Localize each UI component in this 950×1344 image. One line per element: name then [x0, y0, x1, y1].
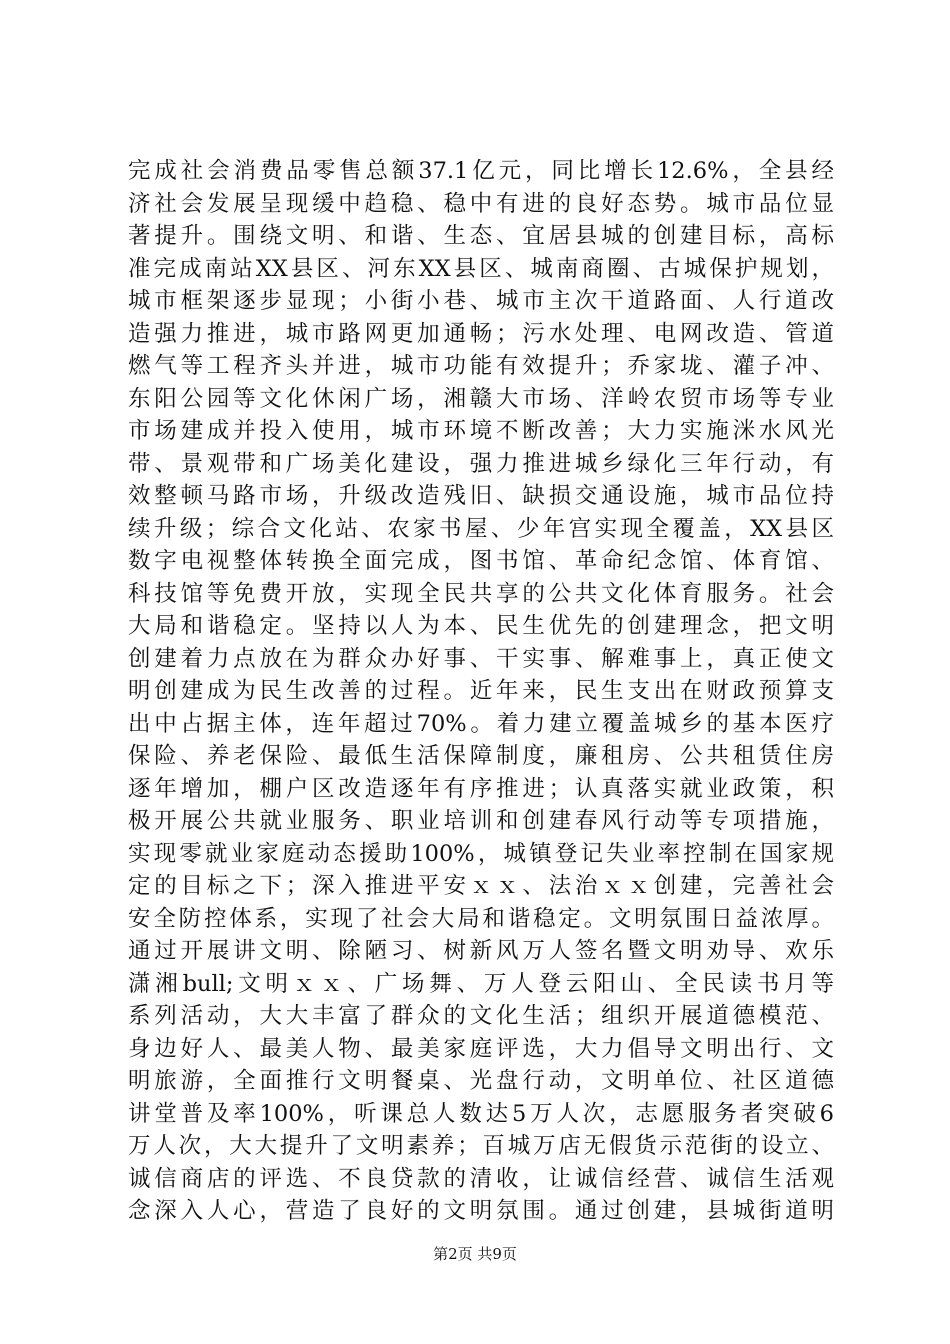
text-line: 实现零就业家庭动态援助100%，城镇登记失业率控制在国家规 [128, 840, 834, 867]
text-line: 明旅游，全面推行文明餐桌、光盘行动，文明单位、社区道德 [128, 1068, 834, 1094]
text-line: 系列活动，大大丰富了群众的文化生活；组织开展道德模范、 [128, 1003, 834, 1029]
text-line: 创建着力点放在为群众办好事、干实事、解难事上，真正使文 [128, 645, 834, 672]
text-line: 数字电视整体转换全面完成，图书馆、革命纪念馆、体育馆、 [128, 548, 834, 574]
text-line: 大局和谐稳定。坚持以人为本、民生优先的创建理念，把文明 [128, 613, 834, 639]
text-line: 安全防控体系，实现了社会大局和谐稳定。文明氛围日益浓厚。 [128, 905, 834, 932]
text-line: 逐年增加，棚户区改造逐年有序推进；认真落实就业政策，积 [128, 775, 834, 802]
text-line: 燃气等工程齐头并进，城市功能有效提升；乔家垅、灌子冲、 [128, 353, 834, 379]
text-line: 身边好人、最美人物、最美家庭评选，大力倡导文明出行、文 [128, 1035, 834, 1062]
text-line: 明创建成为民生改善的过程。近年来，民生支出在财政预算支 [128, 678, 834, 704]
text-line: 续升级；综合文化站、农家书屋、少年宫实现全覆盖，XX县区 [128, 515, 834, 542]
text-line: 保险、养老保险、最低生活保障制度，廉租房、公共租赁住房 [128, 743, 834, 769]
text-line: 城市框架逐步显现；小街小巷、城市主次干道路面、人行道改 [128, 288, 834, 314]
text-line: 带、景观带和广场美化建设，强力推进城乡绿化三年行动，有 [128, 450, 834, 477]
text-line: 诚信商店的评选、不良贷款的清收，让诚信经营、诚信生活观 [128, 1165, 834, 1192]
text-line: 极开展公共就业服务、职业培训和创建春风行动等专项措施， [128, 808, 834, 834]
text-line: 潇湘bull;文明ｘｘ、广场舞、万人登云阳山、全民读书月等 [128, 970, 834, 997]
text-line: 定的目标之下；深入推进平安ｘｘ、法治ｘｘ创建，完善社会 [128, 873, 834, 899]
text-line: 万人次，大大提升了文明素养；百城万店无假货示范街的设立、 [128, 1133, 834, 1159]
text-line: 市场建成并投入使用，城市环境不断改善；大力实施洣水风光 [128, 418, 834, 444]
body-paragraph [128, 155, 834, 1228]
text-line: 著提升。围绕文明、和谐、生态、宜居县城的创建目标，高标 [128, 223, 834, 249]
text-line: 完成社会消费品零售总额37.1亿元，同比增长12.6%，全县经 [128, 158, 834, 184]
text-line: 造强力推进，城市路网更加通畅；污水处理、电网改造、管道 [128, 320, 834, 347]
text-line: 讲堂普及率100%，听课总人数达5万人次，志愿服务者突破6 [128, 1100, 834, 1127]
text-line: 准完成南站XX县区、河东XX县区、城南商圈、古城保护规划， [128, 255, 834, 282]
text-line: 科技馆等免费开放，实现全民共享的公共文化体育服务。社会 [128, 580, 834, 607]
text-line: 通过开展讲文明、除陋习、树新风万人签名暨文明劝导、欢乐 [128, 938, 834, 964]
text-line: 出中占据主体，连年超过70%。着力建立覆盖城乡的基本医疗 [128, 710, 834, 737]
page-number-footer: 第2页 共9页 [433, 1245, 517, 1263]
text-line: 念深入人心，营造了良好的文明氛围。通过创建，县城街道明 [128, 1198, 834, 1224]
text-line: 济社会发展呈现缓中趋稳、稳中有进的良好态势。城市品位显 [128, 190, 834, 217]
text-line: 东阳公园等文化休闲广场，湘赣大市场、洋岭农贸市场等专业 [128, 385, 834, 412]
text-line: 效整顿马路市场，升级改造残旧、缺损交通设施，城市品位持 [128, 483, 834, 509]
